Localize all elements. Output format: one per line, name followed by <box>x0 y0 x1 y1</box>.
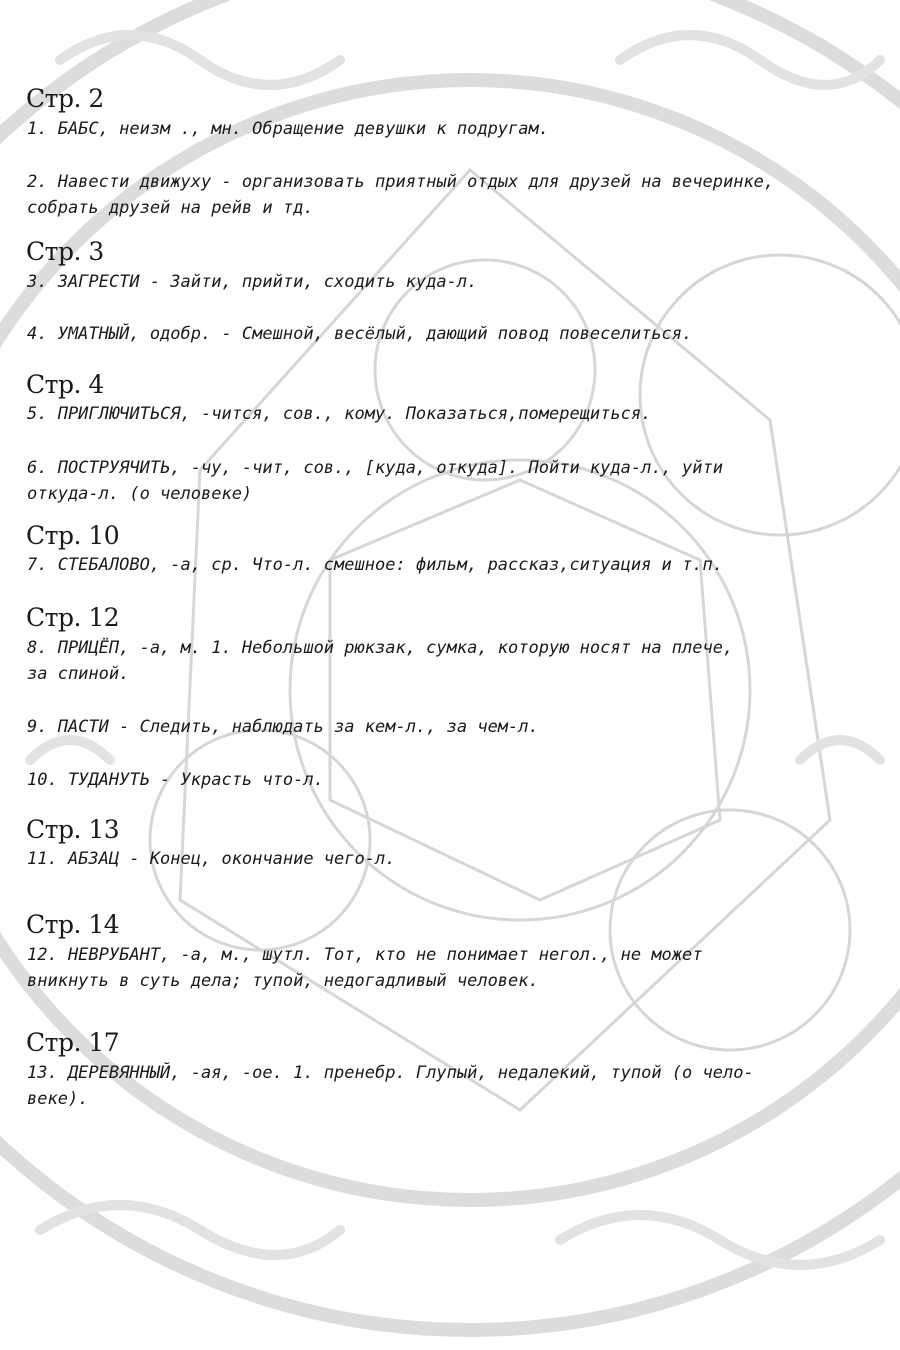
glossary-entry: 9. ПАСТИ - Следить, наблюдать за кем-л., за чем-л. <box>27 717 539 737</box>
glossary-entry: 13. ДЕРЕВЯННЫЙ, -ая, -ое. 1. пренебр. Глупый, недалекий, тупой (о чело- веке). <box>27 1063 754 1109</box>
glossary-entry: 3. ЗАГРЕСТИ - Зайти, прийти, сходить куда-л. <box>27 272 478 292</box>
section-heading: Стр. 14 <box>26 910 120 939</box>
section-heading: Стр. 3 <box>26 237 104 266</box>
glossary-entry: 1. БАБС, неизм ., мн. Обращение девушки к подругам. <box>27 119 549 139</box>
section-heading: Стр. 2 <box>26 84 104 113</box>
section-heading: Стр. 12 <box>26 603 120 632</box>
glossary-entry: 11. АБЗАЦ - Конец, окончание чего-л. <box>27 849 396 869</box>
section-heading: Стр. 13 <box>26 815 120 844</box>
section-heading: Стр. 10 <box>26 521 120 550</box>
glossary-entry: 7. СТЕБАЛОВО, -а, ср. Что-л. смешное: фильм, рассказ,ситуация и т.п. <box>27 555 723 575</box>
glossary-entry: 5. ПРИГЛЮЧИТЬСЯ, -чится, сов., кому. Показаться,померещиться. <box>27 404 652 424</box>
glossary-entry: 4. УМАТНЫЙ, одобр. - Смешной, весёлый, дающий повод повеселиться. <box>27 324 693 344</box>
glossary-entry: 6. ПОСТРУЯЧИТЬ, -чу, -чит, сов., [куда, откуда]. Пойти куда-л., уйти откуда-л. (о человеке) <box>27 458 723 504</box>
glossary-entry: 10. ТУДАНУТЬ - Украсть что-л. <box>27 770 324 790</box>
section-heading: Стр. 17 <box>26 1028 120 1057</box>
glossary-entry: 2. Навести движуху - организовать приятный отдых для друзей на вечеринке, собрать друзей на рейв и тд. <box>27 172 775 218</box>
glossary-entry: 8. ПРИЦЁП, -а, м. 1. Небольшой рюкзак, сумка, которую носят на плече, за спиной. <box>27 638 734 684</box>
section-heading: Стр. 4 <box>26 370 104 399</box>
glossary-entry: 12. НЕВРУБАНТ, -а, м., шутл. Тот, кто не понимает негол., не может вникнуть в суть дела; тупой, недогадливый человек. <box>27 945 703 991</box>
